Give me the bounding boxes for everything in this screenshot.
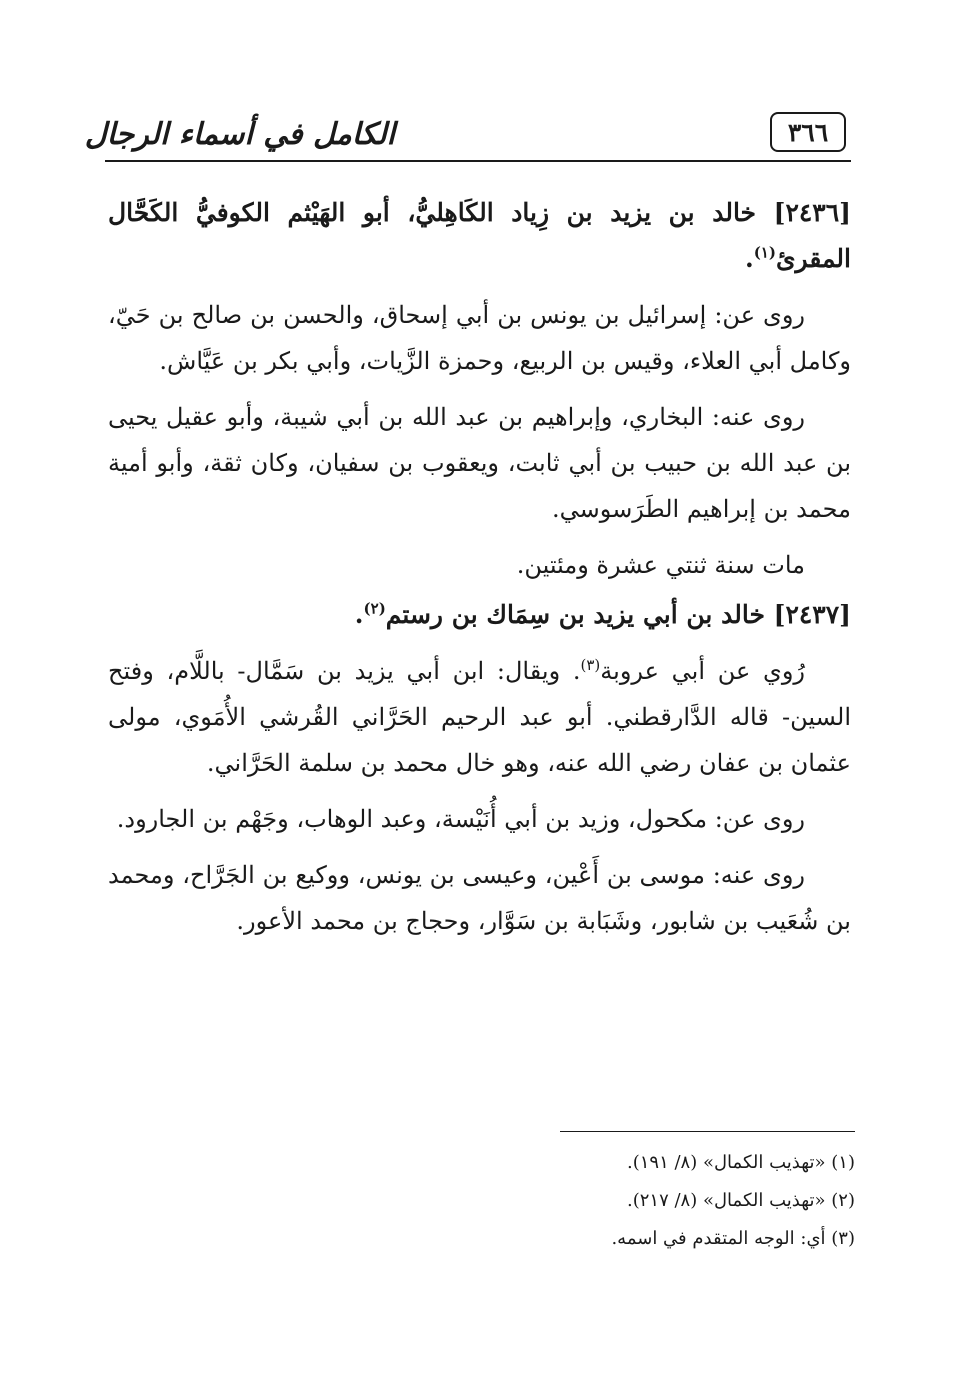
footnote-rule <box>560 1131 855 1132</box>
narrated-from-paragraph: روى عن: مكحول، وزيد بن أبي أُنَيْسة، وعبد الوهاب، وجَهْم بن الجارود. <box>116 805 805 833</box>
header-rule <box>105 160 851 162</box>
entry-title-text: [٢٤٣٧] خالد بن أبي يزيد بن سِمَاك بن رستم <box>385 600 851 629</box>
biography-text-b: . ويقال: ابن أبي يزيد بن سَمَّال- باللَّام، وفتح السين- قاله الدَّارقطني. أبو عبد الرحيم الحَرَّاني القُرشي الأُمَوي، مولى عثمان بن عفان رضي الله عنه، وهو خال محمد بن سلمة الحَرَّاني. <box>108 657 851 777</box>
footnote-1: (١) «تهذيب الكمال» (٨/ ١٩١). <box>626 1152 855 1173</box>
biography-text-a: رُوي عن أبي عروبة <box>600 657 805 685</box>
narrators-paragraph: روى عنه: البخاري، وإبراهيم بن عبد الله بن أبي شيبة، وأبو عقيل يحيى بن عبد الله بن حبيب بن أبي ثابت، ويعقوب بن سفيان، وكان ثقة، وأبو أمية محمد بن إبراهيم الطَرَسوسي. <box>108 403 851 523</box>
footnote-3: (٣) أي: الوجه المتقدم في اسمه. <box>611 1228 855 1249</box>
narrated-from-paragraph: روى عن: إسرائيل بن يونس بن أبي إسحاق، والحسن بن صالح بن حَيّ، وكامل أبي العلاء، وقيس بن الربيع، وحمزة الزَّيات، وأبي بكر بن عَيَّاش. <box>108 301 851 375</box>
entry-title-text: [٢٤٣٦] خالد بن يزيد بن زِياد الكَاهِليُّ، أبو الهَيْثم الكوفيُّ الكَحَّال المقرئ <box>108 198 851 273</box>
entry-title-2437 <box>108 592 851 638</box>
footnotes <box>108 1144 855 1258</box>
footnote-ref-2: (٢) <box>363 599 386 618</box>
title-end: . <box>744 244 754 273</box>
running-title: الكامل في أسماء الرجال <box>84 117 395 152</box>
title-end: . <box>354 600 364 629</box>
footnote-2: (٢) «تهذيب الكمال» (٨/ ٢١٧). <box>626 1190 855 1211</box>
footnote-ref-1: (١) <box>753 243 776 262</box>
entry-title-2436 <box>108 190 851 282</box>
page-number-text: ٣٦٦ <box>787 117 829 147</box>
main-text <box>108 190 851 954</box>
biography-paragraph <box>108 648 851 786</box>
footnote-ref-3: (٣) <box>580 656 601 674</box>
death-paragraph: مات سنة ثنتي عشرة ومئتين. <box>516 551 805 579</box>
narrators-paragraph: روى عنه: موسى بن أَعْين، وعيسى بن يونس، ووكيع بن الجَرَّاح، ومحمد بن شُعَيب بن شابور، وشَبَابة بن سَوَّار، وحجاج بن محمد الأعور. <box>108 861 851 935</box>
page-number <box>770 112 846 152</box>
